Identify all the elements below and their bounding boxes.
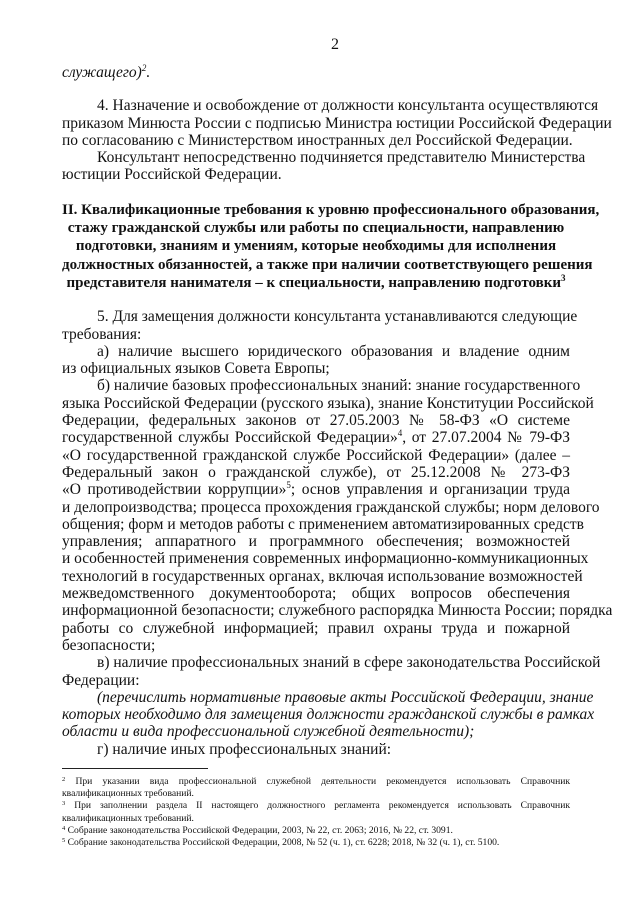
text-line xyxy=(62,326,570,343)
paragraph xyxy=(62,377,613,654)
footnote-line xyxy=(62,825,570,837)
text-line xyxy=(62,256,593,274)
line-text: 5. Для замещения должности консультанта устанавливаются следующие xyxy=(97,308,578,326)
line-text: ; основ управления и организации труда xyxy=(290,481,570,499)
text-line xyxy=(62,237,570,255)
line-text: . xyxy=(146,64,151,81)
footnote-ref: 5 xyxy=(286,480,291,491)
page-number: 2 xyxy=(331,36,339,53)
line-text: приказом Минюста России с подписью Министра юстиции Российской Федерации xyxy=(62,114,612,132)
footnote-number: 5 xyxy=(62,836,66,844)
paragraph xyxy=(62,308,578,343)
line-text: межведомственного документооборота; общих вопросов обеспечения xyxy=(62,585,570,603)
footnote-line xyxy=(62,813,570,825)
line-text: по согласованию с Министерством иностранных дел Российской Федерации. xyxy=(62,131,573,149)
text-line xyxy=(62,149,586,167)
text-line xyxy=(62,723,570,740)
line-text: г) наличие иных профессиональных знаний: xyxy=(97,740,392,758)
line-text: стажу гражданской службы или работы по специальности, направлению xyxy=(67,220,565,237)
paragraph xyxy=(62,201,600,292)
paragraph xyxy=(62,149,586,184)
footnote xyxy=(62,825,570,837)
text-line xyxy=(62,550,589,568)
text-line xyxy=(62,412,570,429)
text-line xyxy=(62,429,570,446)
line-text: «О государственной гражданской службе Российской Федерации» (далее – xyxy=(62,446,570,464)
footnote xyxy=(62,837,570,849)
line-text: II. Квалификационные требования к уровню профессионального образования, xyxy=(62,201,600,218)
footnote-number: 4 xyxy=(62,824,66,832)
text-line xyxy=(62,394,594,412)
document-body xyxy=(62,63,613,758)
text-line xyxy=(62,567,583,585)
text-line xyxy=(62,533,570,550)
text-line xyxy=(62,464,570,481)
line-text: и особенностей применения современных информационно-коммуникационных xyxy=(62,550,589,568)
text-line xyxy=(62,201,600,219)
text-line xyxy=(62,131,573,149)
line-text: и делопроизводства; процесса прохождения гражданской службы; норм делового xyxy=(62,498,600,516)
footnote-text: Собрание законодательства Российской Федерации, 2003, № 22, ст. 2063; 2016, № 22, ст. 3091. xyxy=(65,824,453,836)
text-line xyxy=(62,447,570,464)
paragraph xyxy=(62,97,612,149)
footnote-ref: 3 xyxy=(561,272,566,283)
line-text: представителя нанимателя – к специальности, направлению подготовки xyxy=(66,274,562,291)
line-text: Федерации, федеральных законов от 27.05.2003 № 58-ФЗ «О системе xyxy=(62,412,570,430)
footnote-text: При заполнении раздела II настоящего должностного регламента рекомендуется использовать Справочник xyxy=(65,800,570,812)
footnotes xyxy=(62,776,570,849)
footnote-text: Собрание законодательства Российской Федерации, 2008, № 52 (ч. 1), ст. 6228; 2018, № 32 (ч. 1), ст. 5100. xyxy=(65,836,500,848)
paragraph xyxy=(62,64,570,81)
line-text: Консультант непосредственно подчиняется представителю Министерства xyxy=(97,149,586,167)
line-text: служащего) xyxy=(62,64,142,81)
line-text: области и вида профессиональной служебной деятельности); xyxy=(62,723,475,741)
text-line xyxy=(62,706,595,724)
line-text: в) наличие профессиональных знаний в сфере законодательства Российской xyxy=(97,654,601,672)
text-line xyxy=(62,64,570,81)
text-line xyxy=(62,741,570,758)
footnote-line xyxy=(62,800,570,812)
text-line xyxy=(62,654,601,672)
paragraph xyxy=(62,343,570,378)
line-text: общения; форм и методов работы с применением автоматизированных средств xyxy=(62,515,584,533)
line-text: подготовки, знаниям и умениям, которые необходимы для исполнения xyxy=(75,238,557,255)
text-line xyxy=(62,481,570,498)
line-text: должностных обязанностей, а также при наличии соответствующего решения xyxy=(62,256,593,273)
footnote-line xyxy=(62,776,570,788)
line-text: государственной службы Российской Федерации» xyxy=(62,429,398,447)
footnote-line xyxy=(62,837,570,849)
paragraph xyxy=(62,688,595,741)
paragraph xyxy=(62,741,570,758)
line-text: а) наличие высшего юридического образования и владение одним xyxy=(97,342,570,360)
footnote-divider xyxy=(62,768,208,769)
footnote xyxy=(62,776,570,800)
text-line xyxy=(62,515,584,533)
line-text: информационной безопасности; служебного распорядка Минюста России; порядка xyxy=(62,602,613,620)
line-text: юстиции Российской Федерации. xyxy=(62,166,282,184)
line-text: управления; аппаратного и программного обеспечения; возможностей xyxy=(62,533,570,551)
text-line xyxy=(62,672,570,689)
line-text: б) наличие базовых профессиональных знаний: знание государственного xyxy=(97,377,581,395)
footnote-number: 2 xyxy=(62,776,66,783)
text-line xyxy=(62,620,570,637)
line-text: «О противодействии коррупции» xyxy=(62,481,287,499)
line-text: которых необходимо для замещения должности гражданской службы в рамках xyxy=(62,706,595,724)
text-line xyxy=(62,360,570,377)
footnote-ref: 2 xyxy=(141,63,147,73)
line-text: из официальных языков Совета Европы; xyxy=(62,360,330,378)
footnote-text: При указании вида профессиональной служебной деятельности рекомендуется использовать Справочник xyxy=(65,776,570,787)
line-text: языка Российской Федерации (русского языка), знание Конституции Российской xyxy=(62,394,594,412)
line-text: Федеральный закон о гражданской службе), от 25.12.2008 № 273-ФЗ xyxy=(62,463,570,481)
text-line xyxy=(62,688,594,706)
line-text: работы со служебной информацией; правил охраны труда и пожарной xyxy=(62,619,570,637)
text-line xyxy=(62,166,570,183)
line-text: 4. Назначение и освобождение от должности консультанта осуществляются xyxy=(97,97,599,115)
text-line xyxy=(62,114,612,132)
text-line xyxy=(62,219,570,237)
line-text: , от 27.07.2004 № 79-ФЗ xyxy=(402,429,570,447)
text-line xyxy=(62,343,570,360)
text-line xyxy=(62,308,578,326)
text-line xyxy=(62,377,581,395)
text-line xyxy=(62,274,570,292)
footnote xyxy=(62,800,570,824)
line-text: Федерации: xyxy=(62,671,140,689)
footnote-number: 3 xyxy=(62,800,66,808)
text-line xyxy=(62,585,570,602)
footnote-text: квалификационных требований. xyxy=(62,812,194,824)
footnote-text: квалификационных требований. xyxy=(62,788,194,800)
footnote-ref: 4 xyxy=(397,428,403,439)
line-text: безопасности; xyxy=(62,636,156,654)
text-line xyxy=(62,498,600,516)
text-line xyxy=(62,97,599,115)
line-text: технологий в государственных органах, включая использование возможностей xyxy=(62,567,583,585)
paragraph xyxy=(62,654,601,689)
line-text: требования: xyxy=(62,325,142,343)
footnote-line xyxy=(62,788,570,800)
text-line xyxy=(62,602,613,620)
line-text: (перечислить нормативные правовые акты Российской Федерации, знание xyxy=(97,688,594,706)
text-line xyxy=(62,637,570,654)
